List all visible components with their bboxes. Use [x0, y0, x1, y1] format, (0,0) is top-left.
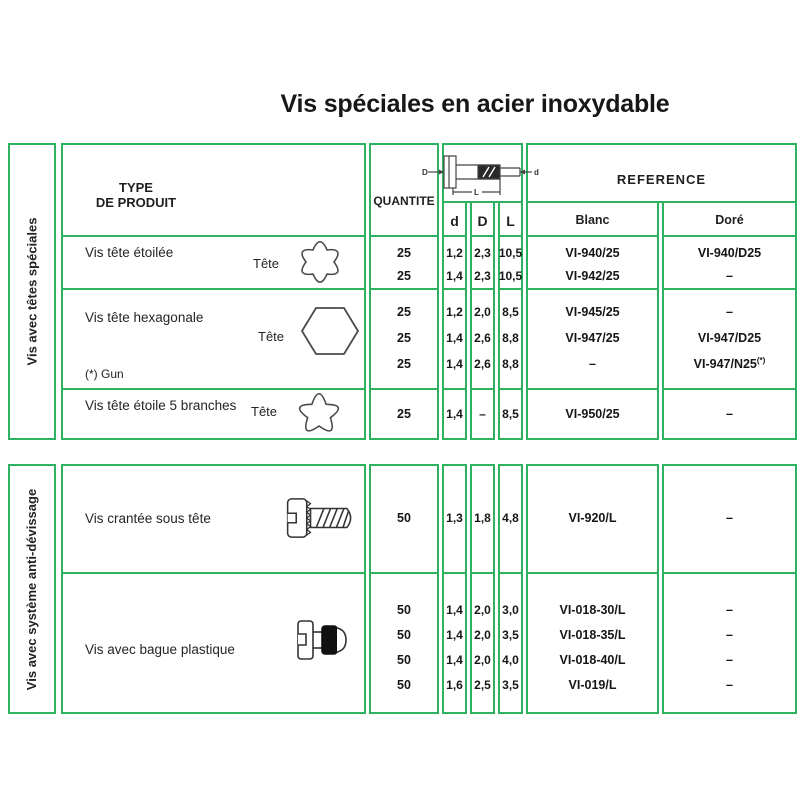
- D-values: [470, 288, 495, 388]
- product-name: Vis crantée sous tête: [85, 511, 211, 526]
- row-divider: [664, 235, 795, 237]
- ref-dore: [662, 238, 797, 291]
- value-line: 1,2: [446, 246, 463, 260]
- value-line: 8,5: [502, 305, 519, 319]
- table-anti-devissage: [0, 464, 800, 714]
- value-line: 50: [397, 602, 411, 617]
- qty-values: [369, 388, 439, 440]
- value-line: 2,5: [474, 677, 491, 692]
- row-divider: [63, 572, 364, 574]
- value-line: 2,6: [474, 331, 491, 345]
- head-label: Tête: [258, 329, 285, 344]
- side-label: Vis avec têtes spéciales: [24, 217, 40, 366]
- value-line: VI-942/25: [565, 269, 620, 283]
- header-type-line1: TYPE: [119, 180, 153, 195]
- value-line: 2,0: [474, 652, 491, 667]
- qty-values: [369, 580, 439, 714]
- value-line: –: [726, 511, 733, 525]
- value-line: 1,4: [446, 652, 463, 667]
- header-col-L: L: [506, 213, 515, 229]
- row-divider: [472, 572, 493, 574]
- value-line: 50: [397, 511, 411, 525]
- value-line: 2,0: [474, 602, 491, 617]
- value-line: –: [726, 305, 733, 319]
- value-line: –: [726, 269, 733, 283]
- value-line: VI-019/L: [568, 677, 617, 692]
- value-line: 2,0: [474, 627, 491, 642]
- value-line: 10,5: [498, 269, 523, 283]
- header-type: [61, 180, 211, 210]
- value-line: 50: [397, 652, 411, 667]
- value-line: 4,0: [502, 652, 519, 667]
- diagram-label-L: L: [474, 188, 479, 197]
- row-divider: [444, 572, 465, 574]
- D-values: [470, 388, 495, 440]
- header-quantity: QUANTITE: [373, 194, 435, 208]
- side-label-box-2: [8, 464, 56, 714]
- value-line: 25: [397, 246, 411, 260]
- row-divider: [500, 235, 521, 237]
- value-line: 25: [397, 305, 411, 319]
- value-line: VI-018-30/L: [559, 602, 626, 617]
- d-values: [442, 238, 467, 291]
- L-values: [498, 238, 523, 291]
- value-line: 2,0: [474, 305, 491, 319]
- value-line: 8,5: [502, 407, 519, 421]
- ref-blanc: [526, 580, 659, 714]
- value-line: VI-018-35/L: [559, 627, 626, 642]
- value-line: –: [589, 357, 596, 371]
- head-label: Tête: [253, 256, 280, 271]
- value-line: VI-947/D25: [697, 331, 762, 345]
- D-values: [470, 238, 495, 291]
- value-line: 1,4: [446, 627, 463, 642]
- row-divider: [472, 235, 493, 237]
- value-line: VI-947/25: [565, 331, 620, 345]
- value-line: VI-950/25: [565, 407, 620, 421]
- qty-values: [369, 288, 439, 388]
- value-line: 25: [397, 357, 411, 371]
- value-line: 1,4: [446, 407, 463, 421]
- value-line: 1,4: [446, 269, 463, 283]
- value-line: 2,3: [474, 246, 491, 260]
- product-name: Vis tête étoile 5 branches: [85, 398, 237, 413]
- product-name: Vis avec bague plastique: [85, 642, 235, 657]
- value-line: 25: [397, 269, 411, 283]
- value-line: VI-945/25: [565, 305, 620, 319]
- ref-dore: [662, 464, 797, 572]
- value-line: 1,4: [446, 602, 463, 617]
- ref-blanc: [526, 238, 659, 291]
- row-divider: [528, 235, 657, 237]
- value-line: 1,2: [446, 305, 463, 319]
- star6-head-icon: [296, 237, 344, 287]
- row-divider: [664, 572, 795, 574]
- value-line: 2,3: [474, 269, 491, 283]
- value-line: 50: [397, 627, 411, 642]
- qty-values: [369, 238, 439, 291]
- value-line: –: [726, 407, 733, 421]
- L-values: [498, 464, 523, 572]
- value-line: VI-940/D25: [697, 246, 762, 260]
- header-col-D: D: [477, 213, 488, 229]
- value-line: [694, 357, 766, 371]
- value-line: 3,0: [502, 602, 519, 617]
- L-values: [498, 580, 523, 714]
- ref-dore: [662, 580, 797, 714]
- value-line: VI-940/25: [565, 246, 620, 260]
- value-line: –: [726, 627, 733, 642]
- D-values: [470, 580, 495, 714]
- value-line: 4,8: [502, 511, 519, 525]
- d-values: [442, 288, 467, 388]
- page-title: Vis spéciales en acier inoxydable: [280, 90, 670, 118]
- d-values: [442, 464, 467, 572]
- d-values: [442, 388, 467, 440]
- L-values: [498, 288, 523, 388]
- hexagon-head-icon: [301, 303, 359, 359]
- value-line: 3,5: [502, 627, 519, 642]
- value-line: 25: [397, 407, 411, 421]
- side-label: Vis avec système anti-dévissage: [24, 488, 40, 690]
- screw-bague-icon: [296, 618, 350, 662]
- header-col-d: d: [450, 213, 459, 229]
- screw-crantee-icon: [284, 497, 360, 539]
- header-type-line2: DE PRODUIT: [95, 195, 177, 210]
- row-divider: [500, 572, 521, 574]
- ref-dore: [662, 288, 797, 388]
- d-values: [442, 580, 467, 714]
- value-line: –: [726, 602, 733, 617]
- ref-superscript: (*): [756, 355, 766, 365]
- ref-blanc: [526, 388, 659, 440]
- value-line: –: [479, 407, 486, 421]
- value-line: –: [726, 677, 733, 692]
- value-line: 8,8: [502, 357, 519, 371]
- value-line: VI-920/L: [568, 511, 617, 525]
- row-divider: [63, 288, 364, 290]
- ref-blanc: [526, 464, 659, 572]
- ref-text: VI-947/N25: [693, 357, 757, 371]
- diagram-label-D: D: [422, 168, 428, 177]
- product-name: Vis tête hexagonale: [85, 310, 204, 325]
- qty-values: [369, 464, 439, 572]
- value-line: 1,4: [446, 357, 463, 371]
- product-name: Vis tête étoilée: [85, 245, 174, 260]
- header-reference: REFERENCE: [616, 172, 707, 187]
- diagram-label-d: d: [534, 168, 539, 177]
- head-label: Tête: [251, 404, 278, 419]
- value-line: 1,4: [446, 331, 463, 345]
- value-line: 50: [397, 677, 411, 692]
- star5-head-icon: [296, 389, 342, 437]
- value-line: 1,6: [446, 677, 463, 692]
- value-line: 10,5: [498, 246, 523, 260]
- row-divider: [371, 235, 437, 237]
- row-divider: [371, 572, 437, 574]
- row-divider: [528, 572, 657, 574]
- value-line: 8,8: [502, 331, 519, 345]
- value-line: –: [726, 652, 733, 667]
- side-label-box-1: [8, 143, 56, 440]
- value-line: 25: [397, 331, 411, 345]
- value-line: 1,3: [446, 511, 463, 525]
- value-line: 2,6: [474, 357, 491, 371]
- L-values: [498, 388, 523, 440]
- header-dore: Doré: [715, 213, 744, 227]
- screw-diagram-icon: [420, 150, 542, 196]
- value-line: 1,8: [474, 511, 491, 525]
- header-blanc: Blanc: [575, 213, 610, 227]
- D-values: [470, 464, 495, 572]
- ref-blanc: [526, 288, 659, 388]
- value-line: 3,5: [502, 677, 519, 692]
- table-tetes-speciales: [0, 143, 800, 440]
- product-note: (*) Gun: [85, 367, 124, 381]
- value-line: VI-018-40/L: [559, 652, 626, 667]
- row-divider: [444, 235, 465, 237]
- ref-dore: [662, 388, 797, 440]
